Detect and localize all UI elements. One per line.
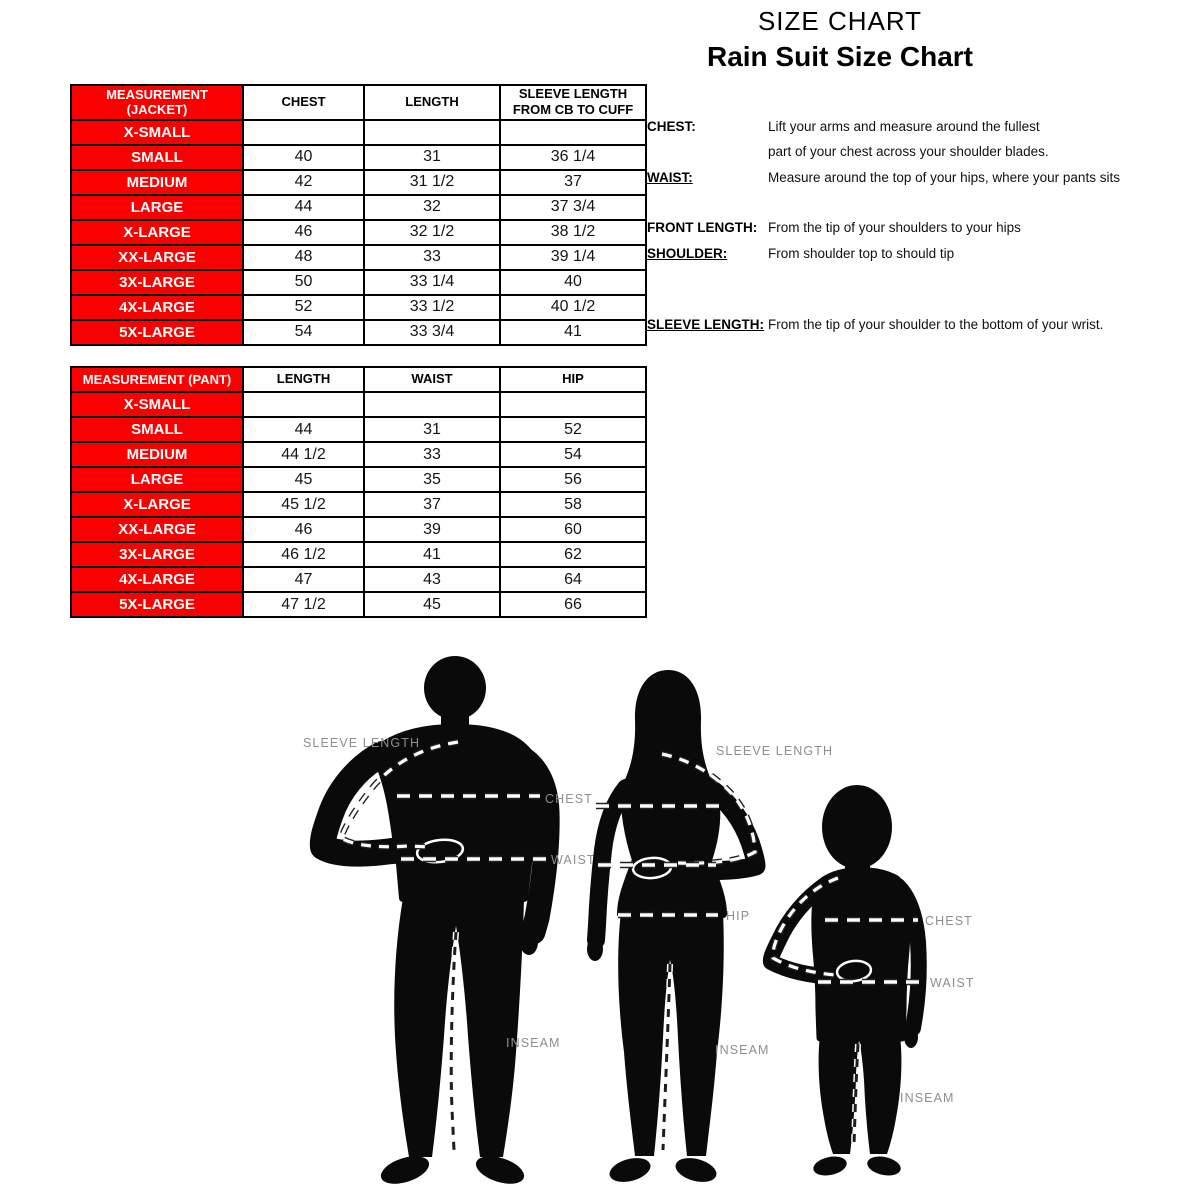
size-label-cell: 4X-LARGE [71, 295, 243, 320]
value-cell [500, 392, 646, 417]
size-label-cell: X-LARGE [71, 220, 243, 245]
value-cell: 46 [243, 517, 364, 542]
value-cell: 66 [500, 592, 646, 617]
table-row [71, 270, 646, 295]
guide-term-shoulder: SHOULDER: [647, 246, 728, 261]
value-cell: 40 [243, 145, 364, 170]
value-cell: 40 [500, 270, 646, 295]
value-cell: 45 1/2 [243, 492, 364, 517]
female-legs [618, 912, 724, 1156]
child-legs [819, 1035, 902, 1154]
value-cell: 33 1/4 [364, 270, 500, 295]
size-label-cell: 5X-LARGE [71, 592, 243, 617]
value-cell: 46 1/2 [243, 542, 364, 567]
female-right-foot [673, 1154, 719, 1186]
table-row [71, 442, 646, 467]
table-row [71, 295, 646, 320]
size-label-cell: 4X-LARGE [71, 567, 243, 592]
value-cell: 35 [364, 467, 500, 492]
pant-col-length: LENGTH [243, 367, 364, 392]
size-label-cell: SMALL [71, 417, 243, 442]
value-cell [364, 120, 500, 145]
value-cell: 33 1/2 [364, 295, 500, 320]
size-label-cell: SMALL [71, 145, 243, 170]
table-row [71, 170, 646, 195]
value-cell: 37 [364, 492, 500, 517]
child-silhouette [771, 785, 975, 1178]
value-cell: 41 [364, 542, 500, 567]
size-label-cell: X-SMALL [71, 120, 243, 145]
value-cell [243, 120, 364, 145]
body-measurement-diagram [0, 640, 1200, 1200]
value-cell: 38 1/2 [500, 220, 646, 245]
guide-term-chest: CHEST: [647, 119, 696, 134]
child-waist-label: WAIST [930, 976, 975, 990]
waist-label: WAIST [551, 853, 596, 867]
table-row [71, 320, 646, 345]
child-inseam-label: INSEAM [900, 1091, 955, 1105]
table-row [71, 467, 646, 492]
child-right-hand [904, 1026, 918, 1048]
table-row [71, 220, 646, 245]
value-cell: 37 [500, 170, 646, 195]
size-label-cell: LARGE [71, 195, 243, 220]
size-label-cell: LARGE [71, 467, 243, 492]
value-cell: 32 [364, 195, 500, 220]
value-cell: 54 [500, 442, 646, 467]
guide-term-sleeve-length: SLEEVE LENGTH: [647, 317, 765, 332]
table-row [71, 417, 646, 442]
table-row [71, 592, 646, 617]
value-cell: 32 1/2 [364, 220, 500, 245]
child-right-foot [866, 1154, 903, 1179]
value-cell: 47 [243, 567, 364, 592]
value-cell: 48 [243, 245, 364, 270]
size-label-cell: XX-LARGE [71, 245, 243, 270]
size-label-cell: 3X-LARGE [71, 270, 243, 295]
value-cell: 40 1/2 [500, 295, 646, 320]
female-left-foot [607, 1154, 653, 1186]
female-inseam-label: INSEAM [715, 1043, 770, 1057]
value-cell: 50 [243, 270, 364, 295]
table-row [71, 392, 646, 417]
child-inseam-line [854, 1044, 858, 1145]
pant-size-table [70, 366, 647, 618]
value-cell: 36 1/4 [500, 145, 646, 170]
table-row [71, 492, 646, 517]
female-silhouette [587, 670, 833, 1186]
value-cell: 60 [500, 517, 646, 542]
size-label-cell: X-SMALL [71, 392, 243, 417]
table-row [71, 195, 646, 220]
guide-definition: Lift your arms and measure around the fullest [768, 119, 1040, 134]
female-left-hand [587, 937, 603, 961]
value-cell: 44 [243, 417, 364, 442]
value-cell: 46 [243, 220, 364, 245]
value-cell: 41 [500, 320, 646, 345]
value-cell: 31 [364, 145, 500, 170]
value-cell: 56 [500, 467, 646, 492]
jacket-col-chest: CHEST [243, 85, 364, 120]
table-header-row [71, 85, 646, 120]
value-cell: 52 [243, 295, 364, 320]
jacket-size-table [70, 84, 647, 346]
male-head [424, 656, 486, 720]
value-cell [243, 392, 364, 417]
value-cell: 45 [364, 592, 500, 617]
value-cell [500, 120, 646, 145]
table-row [71, 245, 646, 270]
guide-term-waist: WAIST: [647, 170, 693, 185]
page-title: SIZE CHART [757, 6, 923, 36]
guide-definition: From shoulder top to should tip [768, 246, 955, 261]
female-sleeve-length-label: SLEEVE LENGTH [716, 744, 834, 758]
pant-col-waist: WAIST [364, 367, 500, 392]
pant-table-title-cell: MEASUREMENT (PANT) [71, 367, 243, 392]
male-legs [394, 898, 524, 1157]
value-cell [364, 392, 500, 417]
jacket-table-title-cell: MEASUREMENT (JACKET) [71, 85, 243, 120]
child-neck [845, 855, 870, 887]
value-cell: 44 [243, 195, 364, 220]
guide-definition: part of your chest across your shoulder blades. [768, 144, 1049, 159]
male-sleeve-length-label: SLEEVE LENGTH [303, 736, 421, 750]
value-cell: 44 1/2 [243, 442, 364, 467]
table-row [71, 517, 646, 542]
table-row [71, 567, 646, 592]
product-title: Rain Suit Size Chart [706, 41, 974, 72]
value-cell: 37 3/4 [500, 195, 646, 220]
size-label-cell: MEDIUM [71, 170, 243, 195]
value-cell: 33 3/4 [364, 320, 500, 345]
guide-definition: From the tip of your shoulder to the bottom of your wrist. [768, 317, 1104, 332]
value-cell: 42 [243, 170, 364, 195]
value-cell: 31 1/2 [364, 170, 500, 195]
male-silhouette [303, 656, 596, 1189]
guide-definition: From the tip of your shoulders to your hips [768, 220, 1021, 235]
table-row [71, 145, 646, 170]
value-cell: 58 [500, 492, 646, 517]
value-cell: 43 [364, 567, 500, 592]
table-header-row [71, 367, 646, 392]
value-cell: 39 1/4 [500, 245, 646, 270]
size-label-cell: 3X-LARGE [71, 542, 243, 567]
value-cell: 62 [500, 542, 646, 567]
male-inseam-label: INSEAM [506, 1036, 561, 1050]
male-inseam-line [451, 932, 456, 1150]
child-chest-label: CHEST [925, 914, 973, 928]
value-cell: 33 [364, 442, 500, 467]
size-label-cell: XX-LARGE [71, 517, 243, 542]
table-row [71, 120, 646, 145]
jacket-col-length: LENGTH [364, 85, 500, 120]
chest-label: CHEST [545, 792, 593, 806]
measurement-guide [647, 0, 1197, 350]
child-left-foot [812, 1154, 849, 1179]
value-cell: 52 [500, 417, 646, 442]
pant-col-hip: HIP [500, 367, 646, 392]
table-row [71, 542, 646, 567]
value-cell: 33 [364, 245, 500, 270]
value-cell: 54 [243, 320, 364, 345]
size-label-cell: 5X-LARGE [71, 320, 243, 345]
guide-term-front-length: FRONT LENGTH: [647, 220, 758, 235]
value-cell: 39 [364, 517, 500, 542]
size-label-cell: X-LARGE [71, 492, 243, 517]
guide-definition: Measure around the top of your hips, where your pants sits [768, 170, 1120, 185]
child-torso [815, 871, 907, 1038]
male-neck [441, 712, 469, 742]
value-cell: 47 1/2 [243, 592, 364, 617]
jacket-col-sleeve-length: SLEEVE LENGTH FROM CB TO CUFF [500, 85, 646, 120]
value-cell: 64 [500, 567, 646, 592]
value-cell: 45 [243, 467, 364, 492]
size-label-cell: MEDIUM [71, 442, 243, 467]
value-cell: 31 [364, 417, 500, 442]
male-right-hand [520, 929, 538, 955]
hip-label: HIP [726, 909, 751, 923]
